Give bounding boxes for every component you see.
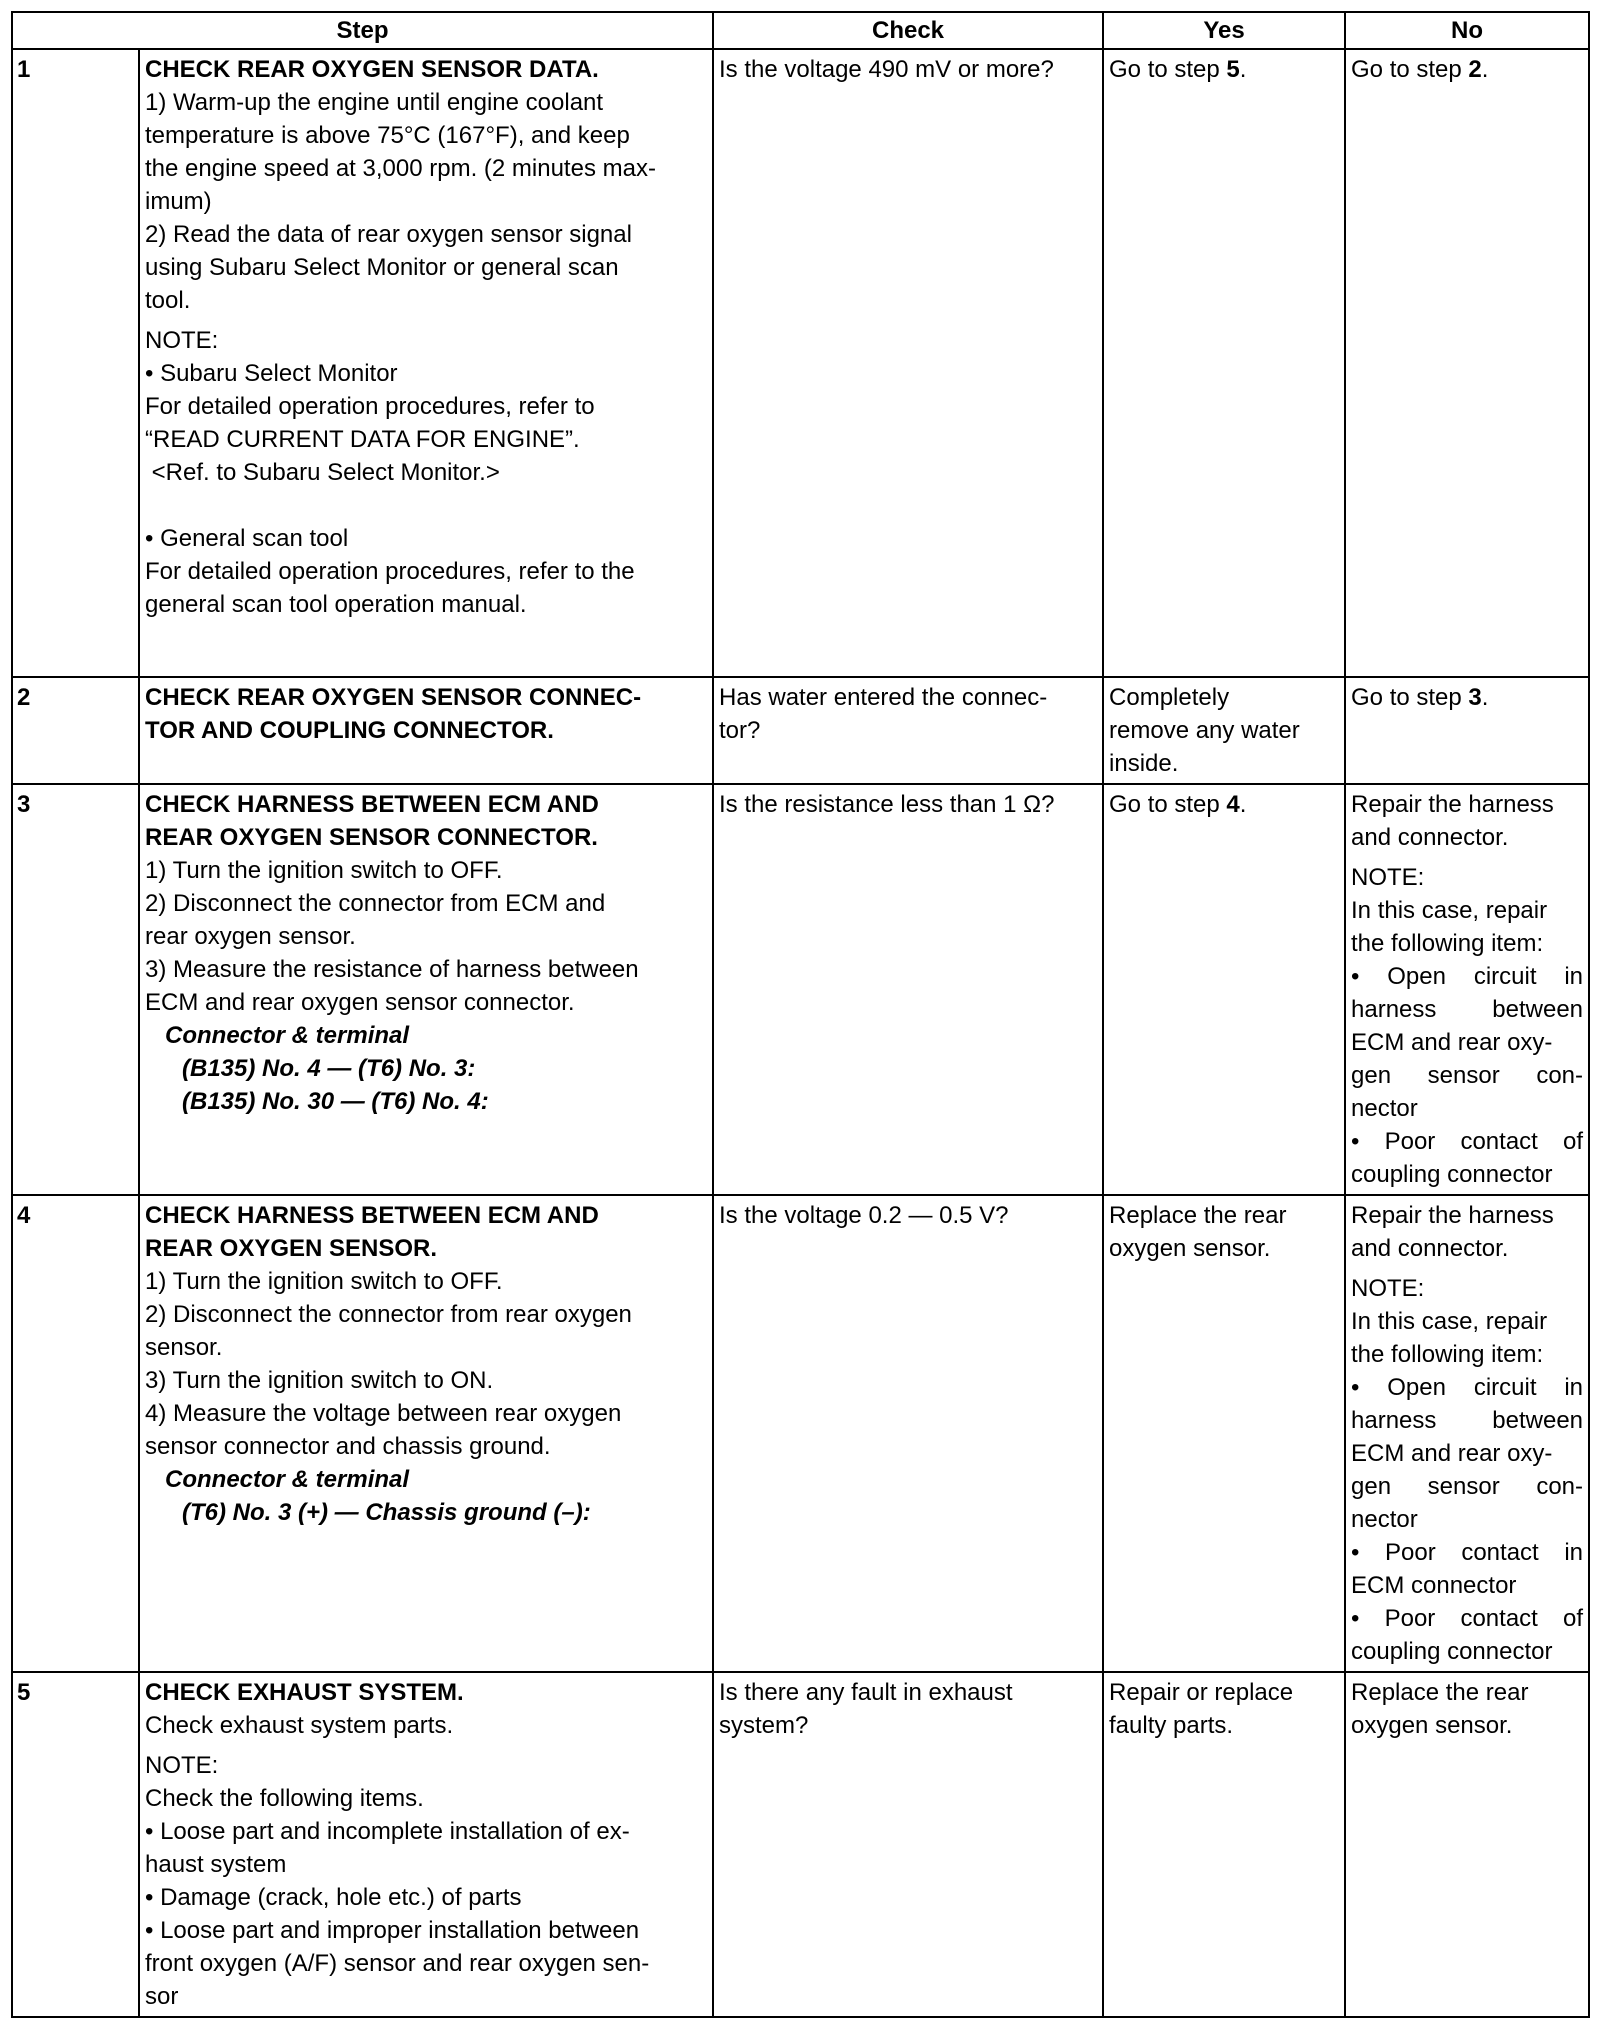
- connector-terminal-line: (B135) No. 4 — (T6) No. 3:: [182, 1055, 476, 1082]
- connector-terminal-label: Connector & terminal: [165, 1466, 410, 1493]
- step-number: 3: [12, 784, 139, 1195]
- check-cell: Is the voltage 490 mV or more?: [713, 49, 1103, 677]
- yes-text: Go to step: [1109, 791, 1227, 818]
- check-cell: [713, 677, 1103, 784]
- step-number: 1: [12, 49, 139, 677]
- check-line: system?: [719, 1712, 809, 1739]
- table-row: [12, 1672, 1589, 2017]
- table-row: [12, 677, 1589, 784]
- no-line: Repair the harness: [1351, 1202, 1554, 1229]
- no-note-line: • Poor contact of: [1351, 1128, 1584, 1155]
- step-line: imum): [145, 188, 212, 215]
- no-note-line: • Poor contact of: [1351, 1605, 1584, 1632]
- yes-cell: [1103, 1672, 1345, 2017]
- table-row: [12, 49, 1589, 677]
- check-line: tor?: [719, 717, 761, 744]
- no-note-line: coupling connector: [1351, 1638, 1553, 1665]
- yes-line: Completely: [1109, 684, 1230, 711]
- step-line: 1) Turn the ignition switch to OFF.: [145, 857, 503, 884]
- check-line: Has water entered the connec-: [719, 684, 1048, 711]
- diagnostic-table: [11, 11, 1590, 2018]
- note-line: Check the following items.: [145, 1785, 424, 1812]
- no-line: Replace the rear: [1351, 1679, 1529, 1706]
- note-line: sor: [145, 1983, 179, 2010]
- no-cell: [1345, 784, 1589, 1195]
- no-note-line: nector: [1351, 1095, 1418, 1122]
- header-no: No: [1345, 12, 1589, 49]
- step-line: using Subaru Select Monitor or general scan: [145, 254, 619, 281]
- step-title: REAR OXYGEN SENSOR CONNECTOR.: [145, 824, 598, 851]
- check-cell: Is the voltage 0.2 — 0.5 V?: [713, 1195, 1103, 1672]
- step-line: rear oxygen sensor.: [145, 923, 356, 950]
- no-line: oxygen sensor.: [1351, 1712, 1513, 1739]
- step-title: CHECK EXHAUST SYSTEM.: [145, 1679, 464, 1706]
- note-line: • Damage (crack, hole etc.) of parts: [145, 1884, 522, 1911]
- no-note-line: gen sensor con-: [1351, 1473, 1584, 1500]
- step-line: 4) Measure the voltage between rear oxygen: [145, 1400, 622, 1427]
- step-description: [139, 1672, 713, 2017]
- no-cell: [1345, 1195, 1589, 1672]
- no-note-line: nector: [1351, 1506, 1418, 1533]
- step-title: CHECK HARNESS BETWEEN ECM AND: [145, 791, 599, 818]
- note-label: NOTE:: [145, 327, 219, 354]
- note-line: “READ CURRENT DATA FOR ENGINE”.: [145, 426, 580, 453]
- step-number: 5: [12, 1672, 139, 2017]
- step-description: [139, 49, 713, 677]
- step-line: 2) Read the data of rear oxygen sensor signal: [145, 221, 632, 248]
- no-note-line: the following item:: [1351, 930, 1544, 957]
- check-line: Is there any fault in exhaust: [719, 1679, 1013, 1706]
- header-row: [12, 12, 1589, 49]
- step-line: 3) Turn the ignition switch to ON.: [145, 1367, 494, 1394]
- table-row: [12, 784, 1589, 1195]
- yes-line: inside.: [1109, 750, 1179, 777]
- no-note-line: In this case, repair: [1351, 1308, 1548, 1335]
- step-title: CHECK HARNESS BETWEEN ECM AND: [145, 1202, 599, 1229]
- yes-cell: [1103, 1195, 1345, 1672]
- note-line: haust system: [145, 1851, 287, 1878]
- yes-step-number: 4: [1226, 791, 1240, 818]
- yes-line: remove any water: [1109, 717, 1300, 744]
- check-cell: Is the resistance less than 1 Ω?: [713, 784, 1103, 1195]
- step-number: 4: [12, 1195, 139, 1672]
- no-step-number: 2: [1468, 56, 1482, 83]
- no-cell: Go to step 2.: [1345, 49, 1589, 677]
- note-line: • Subaru Select Monitor: [145, 360, 398, 387]
- yes-cell: Go to step 4.: [1103, 784, 1345, 1195]
- note-line: For detailed operation procedures, refer to: [145, 393, 595, 420]
- step-line: 3) Measure the resistance of harness between: [145, 956, 639, 983]
- note-line: front oxygen (A/F) sensor and rear oxygen sen-: [145, 1950, 650, 1977]
- no-note-line: • Open circuit in: [1351, 963, 1584, 990]
- yes-cell: [1103, 677, 1345, 784]
- step-line: temperature is above 75°C (167°F), and keep: [145, 122, 630, 149]
- step-title: CHECK REAR OXYGEN SENSOR DATA.: [145, 56, 599, 83]
- no-note-line: gen sensor con-: [1351, 1062, 1584, 1089]
- note-label: NOTE:: [145, 1752, 219, 1779]
- no-note-line: the following item:: [1351, 1341, 1544, 1368]
- no-line: Repair the harness: [1351, 791, 1554, 818]
- no-note-line: ECM connector: [1351, 1572, 1517, 1599]
- note-label: NOTE:: [1351, 864, 1425, 891]
- note-line: • General scan tool: [145, 525, 349, 552]
- no-line: and connector.: [1351, 1235, 1509, 1262]
- header-check: Check: [713, 12, 1103, 49]
- step-line: sensor.: [145, 1334, 223, 1361]
- step-number: 2: [12, 677, 139, 784]
- step-description: [139, 677, 713, 784]
- no-text: Go to step: [1351, 684, 1469, 711]
- no-line: and connector.: [1351, 824, 1509, 851]
- no-note-line: ECM and rear oxy-: [1351, 1029, 1553, 1056]
- note-line: • Loose part and improper installation between: [145, 1917, 640, 1944]
- step-line: Check exhaust system parts.: [145, 1712, 454, 1739]
- no-note-line: harness between: [1351, 1407, 1584, 1434]
- no-note-line: • Open circuit in: [1351, 1374, 1584, 1401]
- header-step: Step: [12, 12, 713, 49]
- step-title: TOR AND COUPLING CONNECTOR.: [145, 717, 554, 744]
- no-step-number: 3: [1468, 684, 1482, 711]
- table-row: [12, 1195, 1589, 1672]
- no-note-line: ECM and rear oxy-: [1351, 1440, 1553, 1467]
- step-line: 1) Warm-up the engine until engine coolant: [145, 89, 604, 116]
- step-title: REAR OXYGEN SENSOR.: [145, 1235, 438, 1262]
- no-cell: [1345, 1672, 1589, 2017]
- no-note-line: coupling connector: [1351, 1161, 1553, 1188]
- no-note-line: harness between: [1351, 996, 1584, 1023]
- yes-step-number: 5: [1226, 56, 1240, 83]
- note-line: • Loose part and incomplete installation of ex-: [145, 1818, 630, 1845]
- yes-line: faulty parts.: [1109, 1712, 1234, 1739]
- no-note-line: In this case, repair: [1351, 897, 1548, 924]
- header-yes: Yes: [1103, 12, 1345, 49]
- step-line: sensor connector and chassis ground.: [145, 1433, 551, 1460]
- step-line: tool.: [145, 287, 191, 314]
- yes-line: Replace the rear: [1109, 1202, 1287, 1229]
- step-title: CHECK REAR OXYGEN SENSOR CONNEC-: [145, 684, 642, 711]
- step-description: [139, 1195, 713, 1672]
- yes-line: oxygen sensor.: [1109, 1235, 1271, 1262]
- connector-terminal-label: Connector & terminal: [165, 1022, 410, 1049]
- note-line: <Ref. to Subaru Select Monitor.>: [145, 459, 500, 486]
- step-line: the engine speed at 3,000 rpm. (2 minutes max-: [145, 155, 656, 182]
- note-label: NOTE:: [1351, 1275, 1425, 1302]
- check-cell: [713, 1672, 1103, 2017]
- step-description: [139, 784, 713, 1195]
- no-text: Go to step: [1351, 56, 1469, 83]
- step-line: 1) Turn the ignition switch to OFF.: [145, 1268, 503, 1295]
- yes-text: Go to step: [1109, 56, 1227, 83]
- connector-terminal-line: (T6) No. 3 (+) — Chassis ground (–):: [182, 1499, 591, 1526]
- no-note-line: • Poor contact in: [1351, 1539, 1584, 1566]
- step-line: ECM and rear oxygen sensor connector.: [145, 989, 575, 1016]
- yes-cell: Go to step 5.: [1103, 49, 1345, 677]
- step-line: 2) Disconnect the connector from rear oxygen: [145, 1301, 632, 1328]
- connector-terminal-line: (B135) No. 30 — (T6) No. 4:: [182, 1088, 489, 1115]
- step-line: 2) Disconnect the connector from ECM and: [145, 890, 606, 917]
- yes-line: Repair or replace: [1109, 1679, 1294, 1706]
- note-line: For detailed operation procedures, refer to the: [145, 558, 635, 585]
- no-cell: Go to step 3.: [1345, 677, 1589, 784]
- note-line: general scan tool operation manual.: [145, 591, 527, 618]
